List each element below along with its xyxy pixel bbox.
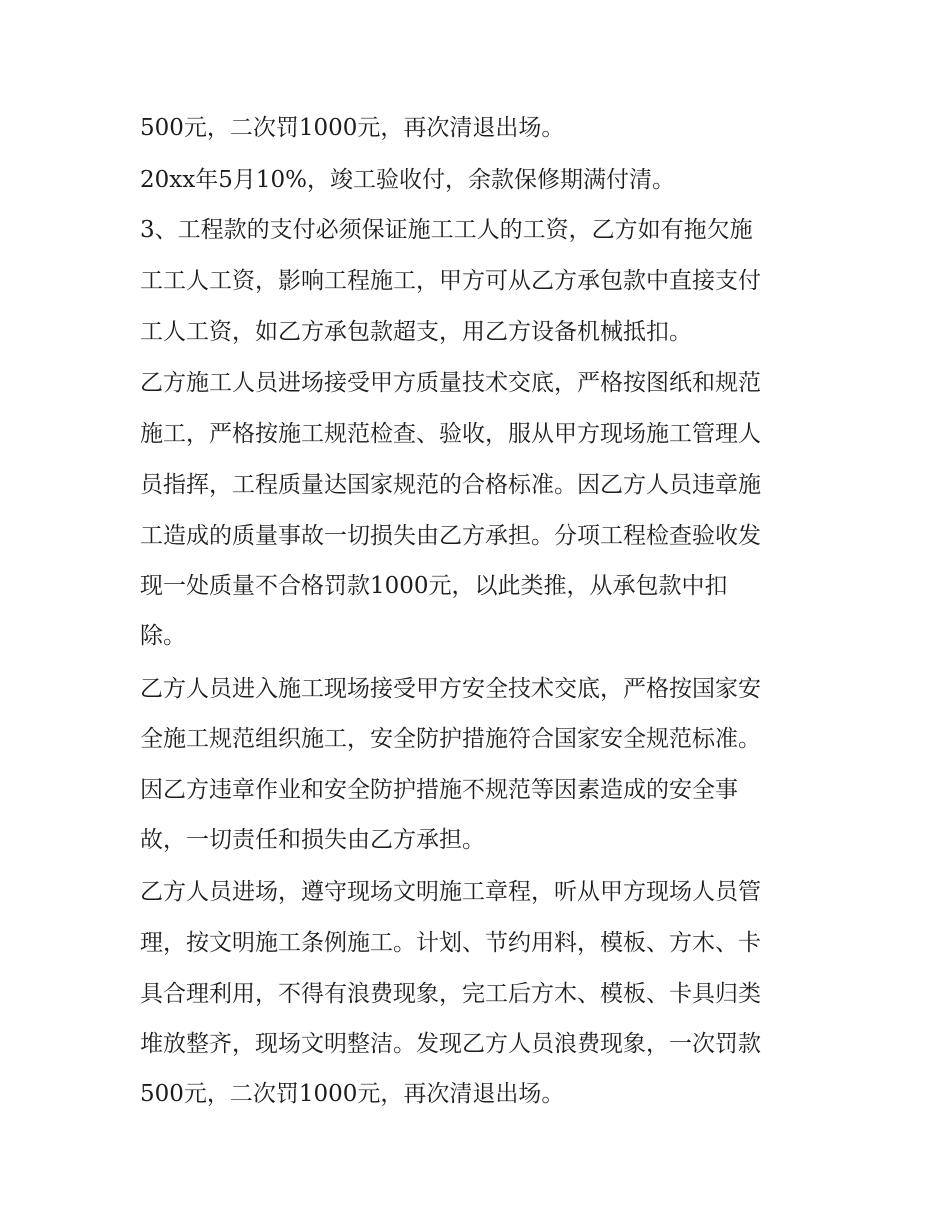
text-line-18: 具合理利用，不得有浪费现象，完工后方木、模板、卡具归类	[140, 981, 761, 1007]
text-line-6: 乙方施工人员进场接受甲方质量技术交底，严格按图纸和规范	[140, 370, 761, 396]
text-line-10: 现一处质量不合格罚款1000元，以此类推，从承包款中扣	[140, 573, 728, 599]
text-line-15: 故，一切责任和损失由乙方承担。	[140, 827, 485, 853]
text-line-8: 员指挥，工程质量达国家规范的合格标准。因乙方人员违章施	[140, 472, 761, 498]
text-line-2: 20xx年5月10%，竣工验收付，余款保修期满付清。	[140, 167, 675, 193]
text-line-7: 施工，严格按施工规范检查、验收，服从甲方现场施工管理人	[140, 421, 761, 447]
text-line-11: 除。	[140, 623, 186, 649]
text-line-1: 500元，二次罚1000元，再次清退出场。	[140, 115, 565, 141]
text-line-3: 3、工程款的支付必须保证施工工人的工资，乙方如有拖欠施	[140, 217, 753, 243]
text-line-14: 因乙方违章作业和安全防护措施不规范等因素造成的安全事	[140, 777, 738, 803]
text-line-20: 500元，二次罚1000元，再次清退出场。	[140, 1081, 565, 1107]
text-line-9: 工造成的质量事故一切损失由乙方承担。分项工程检查验收发	[140, 523, 761, 549]
text-line-16: 乙方人员进场，遵守现场文明施工章程，听从甲方现场人员管	[140, 879, 761, 905]
text-line-19: 堆放整齐，现场文明整洁。发现乙方人员浪费现象，一次罚款	[140, 1031, 761, 1057]
text-line-5: 工人工资，如乙方承包款超支，用乙方设备机械抵扣。	[140, 319, 692, 345]
text-line-12: 乙方人员进入施工现场接受甲方安全技术交底，严格按国家安	[140, 676, 761, 702]
text-line-17: 理，按文明施工条例施工。计划、节约用料，模板、方木、卡	[140, 930, 761, 956]
text-line-13: 全施工规范组织施工，安全防护措施符合国家安全规范标准。	[140, 726, 761, 752]
text-line-4: 工工人工资，影响工程施工，甲方可从乙方承包款中直接支付	[140, 268, 761, 294]
